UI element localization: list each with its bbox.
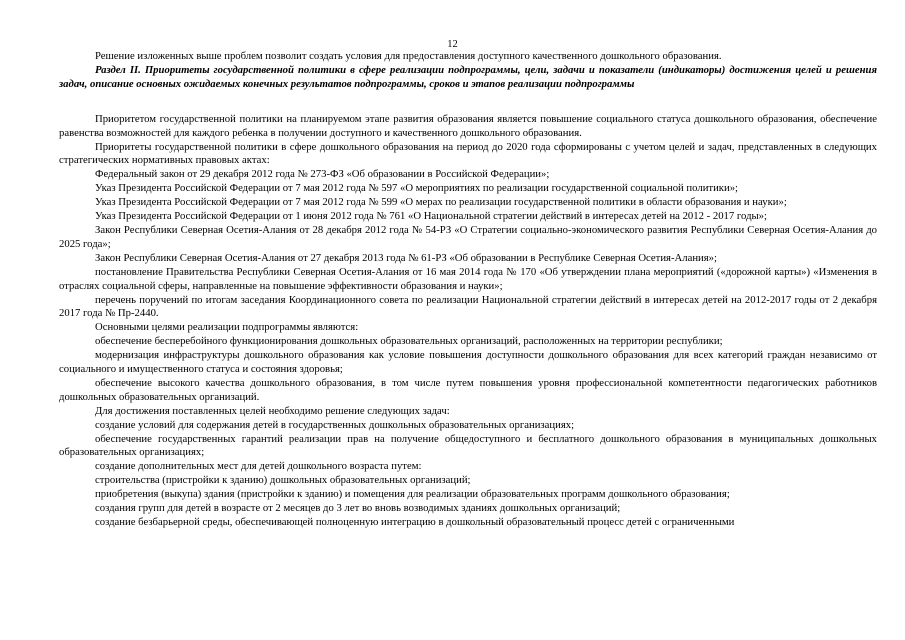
paragraph-goal-quality: обеспечение высокого качества дошкольного образования, в том числе путем повышения уровня профессиональной компетентности педагогических работников дошкольных образовательных организаций. (59, 376, 877, 403)
page-number: 12 (447, 39, 458, 50)
paragraph-goals-intro: Основными целями реализации подпрограммы являются: (95, 321, 359, 334)
paragraph-gap (59, 92, 877, 113)
paragraph-decree-761: Указ Президента Российской Федерации от 1 июня 2012 года № 761 «О Национальной стратегии действий в интересах детей на 2012 - 2017 годы»; (95, 210, 767, 223)
paragraph-decree-597: Указ Президента Российской Федерации от 7 мая 2012 года № 597 «О мероприятиях по реализации государственной социальной политики»; (95, 182, 739, 195)
paragraph-acquisition: приобретения (выкупа) здания (пристройки к зданию) и помещения для реализации образовательных программ дошкольного образования; (95, 488, 730, 501)
page-content (59, 50, 877, 530)
paragraph-groups: создания групп для детей в возрасте от 2 месяцев до 3 лет во вновь возводимых зданиях дошкольных организаций; (95, 502, 621, 515)
paragraph-tasks-intro: Для достижения поставленных целей необходимо решение следующих задач: (95, 404, 450, 417)
paragraph-decree-599: Указ Президента Российской Федерации от 7 мая 2012 года № 599 «О мерах по реализации государственной политики в области образования и науки»; (95, 196, 787, 209)
paragraph-task-conditions: создание условий для содержания детей в государственных дошкольных образовательных организациях; (95, 418, 575, 431)
paragraph-federal-law: Федеральный закон от 29 декабря 2012 года № 273-ФЗ «Об образовании в Российской Федерации»; (95, 168, 550, 181)
paragraph-goal-modernization: модернизация инфраструктуры дошкольного образования как условие повышения доступности дошкольного образования для всех категорий граждан независимо от социального и имущественного статуса и состояния здоровья; (59, 349, 877, 376)
paragraph-law-61-rz: Закон Республики Северная Осетия-Алания от 27 декабря 2013 года № 61-РЗ «Об образовании в Республике Северная Осетия-Алания»; (95, 251, 717, 264)
section-heading: Раздел II. Приоритеты государственной политики в сфере реализации подпрограммы, цели, задачи и показатели (индикаторы) достижения целей и решения задач, описание основных ожидаемых конечных результатов подпрограммы, сроков и этапов реализации подпрограммы (59, 63, 877, 90)
paragraph-priorities-sources: Приоритеты государственной политики в сфере дошкольного образования на период до 2020 года сформированы с учетом целей и задач, представленных в следующих стратегических нормативных правовых актах: (59, 140, 877, 167)
paragraph-priority: Приоритетом государственной политики на планируемом этапе развития образования является повышение социального статуса дошкольного образования, обеспечение равенства возможностей для каждого ребенка в получении доступного и качественного дошкольного образования. (59, 112, 877, 139)
paragraph-goal-functioning: обеспечение бесперебойного функционирования дошкольных образовательных организаций, расположенных на территории республики; (95, 335, 723, 348)
paragraph-instructions-list: перечень поручений по итогам заседания Координационного совета по реализации Национальной стратегии действий в интересах детей на 2012-2017 годы от 2 декабря 2017 года № Пр-2440. (59, 293, 877, 320)
paragraph-task-additional-places: создание дополнительных мест для детей дошкольного возраста путем: (95, 460, 422, 473)
paragraph-law-54-rz: Закон Республики Северная Осетия-Алания от 28 декабря 2012 года № 54-РЗ «О Стратегии социально-экономического развития Республики Северная Осетия-Алания до 2025 года»; (59, 223, 877, 250)
paragraph-construction: строительства (пристройки к зданию) дошкольных образовательных организаций; (95, 474, 471, 487)
paragraph-task-guarantees: обеспечение государственных гарантий реализации прав на получение общедоступного и бесплатного дошкольного образования в муниципальных дошкольных образовательных организациях; (59, 432, 877, 459)
intro-sentence: Решение изложенных выше проблем позволит создать условия для предоставления доступного качественного дошкольного образования. (95, 50, 722, 62)
paragraph-resolution-170: постановление Правительства Республики Северная Осетия-Алания от 16 мая 2014 года № 170 «Об утверждении плана мероприятий («дорожной карты») «Изменения в отраслях социальной сферы, направленные на повышение эффективности образования и науки»; (59, 265, 877, 292)
paragraph-barrier-free: создание безбарьерной среды, обеспечивающей полноценную интеграцию в дошкольный образовательный процесс детей с ограниченными (95, 516, 735, 528)
